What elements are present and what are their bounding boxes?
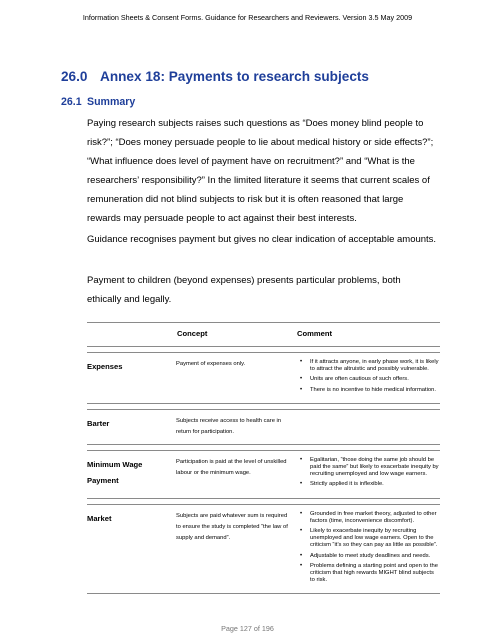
row-comment (295, 353, 440, 404)
comment-list (299, 511, 440, 585)
comment-bullet: • Adjustable to meet study deadlines and needs. (299, 553, 440, 560)
row-comment (295, 409, 440, 444)
row-concept: Participation is paid at the level of unskilled labour or the minimum wage. (176, 458, 287, 476)
row-comment (295, 504, 440, 594)
row-concept: Subjects receive access to health care in return for participation. (176, 417, 282, 435)
comment-bullet: • Units are often cautious of such offers. (299, 376, 440, 383)
section-heading (61, 69, 369, 84)
table-row (87, 450, 440, 498)
table-row (87, 353, 440, 404)
section-title: Annex 18: Payments to research subjects (100, 69, 369, 84)
comment-bullet: • Strictly applied it is inflexible. (299, 481, 440, 488)
table-row (87, 409, 440, 444)
summary-paragraph-1 (87, 114, 437, 228)
row-label: Expenses (87, 362, 123, 371)
comment-bullet: • If it attracts anyone, in early phase work, it is likely to attract the altruistic and possibly vulnerable. (299, 359, 440, 373)
comment-bullet: • Grounded in free market theory, adjusted to other factors (time, inconvenience discomfort). (299, 511, 440, 525)
table-header-row (87, 323, 440, 347)
paragraph-text: Guidance recognises payment but gives no clear indication of acceptable amounts. (87, 234, 437, 245)
comment-bullet: • Likely to exacerbate inequity by recruiting unemployed and low wage earners. Open to the criticism “it’s so they can pay as little as possible”. (299, 528, 440, 550)
paragraph-text: Paying research subjects raises such questions as “Does money blind people to risk?”; “Does money persuade people to lie about medical history or side effects?”; “What influence does level of payment have on recruitment?” and “What is the researchers’ responsibility?” In the limited literature it seems that current scales of remuneration did not blind subjects to risk but it is often reasoned that large rewards may persuade people to act against their best interests. (87, 118, 434, 224)
table-row (87, 504, 440, 594)
running-header: Information Sheets & Consent Forms. Guidance for Researchers and Reviewers. Version 3.5 May 2009 (82, 13, 413, 22)
subsection-heading (61, 96, 135, 108)
header-empty-cell (87, 323, 175, 347)
row-concept: Payment of expenses only. (176, 361, 246, 367)
comment-bullet: • Egalitarian, “those doing the same job should be paid the same” but likely to exacerbate inequity by recruiting unemployed and low wage earners. (299, 457, 440, 479)
paragraph-text: Payment to children (beyond expenses) presents particular problems, both ethically and legally. (87, 275, 401, 305)
subsection-title: Summary (87, 96, 136, 108)
row-label: Barter (87, 418, 110, 428)
payment-models-table (87, 322, 440, 594)
comment-bullet: • Problems defining a starting point and open to the criticism that high rewards MIGHT blind subjects to risk. (299, 563, 440, 585)
summary-paragraph-2 (87, 230, 437, 249)
page-number: Page 127 of 196 (221, 624, 274, 633)
section-number: 26.0 (61, 69, 88, 84)
row-label: Minimum Wage Payment (87, 459, 143, 485)
header-comment: Comment (297, 329, 333, 338)
row-label: Market (87, 513, 112, 523)
header-concept: Concept (177, 329, 208, 338)
comment-bullet: • There is no incentive to hide medical information. (299, 387, 440, 394)
row-concept: Subjects are paid whatever sum is required to ensure the study is completed “the law of supply and demand”. (176, 512, 288, 541)
comment-list (299, 359, 440, 394)
summary-paragraph-3 (87, 271, 437, 309)
row-comment (295, 450, 440, 498)
subsection-number: 26.1 (61, 96, 82, 108)
comment-list (299, 457, 440, 489)
